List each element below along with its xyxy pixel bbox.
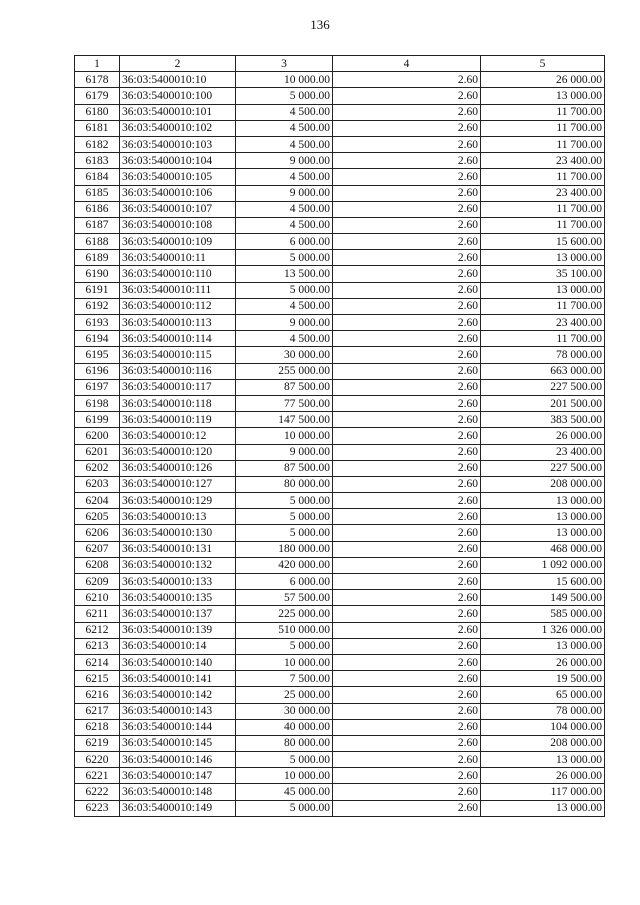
amount-cell: 13 000.00 bbox=[481, 493, 605, 509]
value-cell: 4 500.00 bbox=[236, 298, 333, 314]
cadastral-number-cell: 36:03:5400010:107 bbox=[120, 201, 236, 217]
rate-cell: 2.60 bbox=[333, 541, 481, 557]
cadastral-number-cell: 36:03:5400010:100 bbox=[120, 88, 236, 104]
value-cell: 4 500.00 bbox=[236, 331, 333, 347]
rate-cell: 2.60 bbox=[333, 120, 481, 136]
rate-cell: 2.60 bbox=[333, 153, 481, 169]
table-row bbox=[75, 784, 605, 800]
row-number-cell: 6180 bbox=[75, 104, 120, 120]
value-cell: 30 000.00 bbox=[236, 347, 333, 363]
amount-cell: 26 000.00 bbox=[481, 768, 605, 784]
rate-cell: 2.60 bbox=[333, 460, 481, 476]
rate-cell: 2.60 bbox=[333, 654, 481, 670]
row-number-cell: 6183 bbox=[75, 153, 120, 169]
row-number-cell: 6207 bbox=[75, 541, 120, 557]
value-cell: 4 500.00 bbox=[236, 136, 333, 152]
value-cell: 5 000.00 bbox=[236, 282, 333, 298]
cadastral-number-cell: 36:03:5400010:108 bbox=[120, 217, 236, 233]
row-number-cell: 6185 bbox=[75, 185, 120, 201]
table-row bbox=[75, 444, 605, 460]
value-cell: 4 500.00 bbox=[236, 120, 333, 136]
value-cell: 9 000.00 bbox=[236, 153, 333, 169]
row-number-cell: 6220 bbox=[75, 752, 120, 768]
cadastral-number-cell: 36:03:5400010:109 bbox=[120, 234, 236, 250]
value-cell: 45 000.00 bbox=[236, 784, 333, 800]
amount-cell: 35 100.00 bbox=[481, 266, 605, 282]
value-cell: 4 500.00 bbox=[236, 217, 333, 233]
table-row bbox=[75, 525, 605, 541]
amount-cell: 1 326 000.00 bbox=[481, 622, 605, 638]
table-row bbox=[75, 622, 605, 638]
value-cell: 4 500.00 bbox=[236, 104, 333, 120]
amount-cell: 468 000.00 bbox=[481, 541, 605, 557]
value-cell: 420 000.00 bbox=[236, 557, 333, 573]
row-number-cell: 6190 bbox=[75, 266, 120, 282]
amount-cell: 13 000.00 bbox=[481, 88, 605, 104]
cadastral-number-cell: 36:03:5400010:140 bbox=[120, 654, 236, 670]
cadastral-number-cell: 36:03:5400010:132 bbox=[120, 557, 236, 573]
row-number-cell: 6203 bbox=[75, 476, 120, 492]
table-row bbox=[75, 331, 605, 347]
amount-cell: 15 600.00 bbox=[481, 574, 605, 590]
value-cell: 80 000.00 bbox=[236, 735, 333, 751]
row-number-cell: 6189 bbox=[75, 250, 120, 266]
amount-cell: 13 000.00 bbox=[481, 752, 605, 768]
cadastral-number-cell: 36:03:5400010:119 bbox=[120, 412, 236, 428]
column-header-1: 1 bbox=[75, 56, 120, 72]
header-row bbox=[75, 56, 605, 72]
rate-cell: 2.60 bbox=[333, 185, 481, 201]
table-row bbox=[75, 671, 605, 687]
row-number-cell: 6199 bbox=[75, 412, 120, 428]
rate-cell: 2.60 bbox=[333, 428, 481, 444]
value-cell: 10 000.00 bbox=[236, 768, 333, 784]
table-row bbox=[75, 120, 605, 136]
value-cell: 13 500.00 bbox=[236, 266, 333, 282]
table-row bbox=[75, 735, 605, 751]
row-number-cell: 6187 bbox=[75, 217, 120, 233]
row-number-cell: 6223 bbox=[75, 800, 120, 816]
cadastral-number-cell: 36:03:5400010:110 bbox=[120, 266, 236, 282]
row-number-cell: 6182 bbox=[75, 136, 120, 152]
cadastral-number-cell: 36:03:5400010:10 bbox=[120, 72, 236, 88]
cadastral-number-cell: 36:03:5400010:135 bbox=[120, 590, 236, 606]
row-number-cell: 6191 bbox=[75, 282, 120, 298]
table-row bbox=[75, 72, 605, 88]
table-row bbox=[75, 752, 605, 768]
table-row bbox=[75, 703, 605, 719]
amount-cell: 663 000.00 bbox=[481, 363, 605, 379]
rate-cell: 2.60 bbox=[333, 72, 481, 88]
row-number-cell: 6205 bbox=[75, 509, 120, 525]
rate-cell: 2.60 bbox=[333, 509, 481, 525]
rate-cell: 2.60 bbox=[333, 719, 481, 735]
amount-cell: 19 500.00 bbox=[481, 671, 605, 687]
cadastral-number-cell: 36:03:5400010:105 bbox=[120, 169, 236, 185]
cadastral-number-cell: 36:03:5400010:146 bbox=[120, 752, 236, 768]
rate-cell: 2.60 bbox=[333, 590, 481, 606]
rate-cell: 2.60 bbox=[333, 347, 481, 363]
value-cell: 87 500.00 bbox=[236, 460, 333, 476]
table-row bbox=[75, 768, 605, 784]
row-number-cell: 6188 bbox=[75, 234, 120, 250]
cadastral-number-cell: 36:03:5400010:148 bbox=[120, 784, 236, 800]
amount-cell: 1 092 000.00 bbox=[481, 557, 605, 573]
value-cell: 5 000.00 bbox=[236, 509, 333, 525]
value-cell: 9 000.00 bbox=[236, 444, 333, 460]
table-row bbox=[75, 574, 605, 590]
amount-cell: 26 000.00 bbox=[481, 72, 605, 88]
rate-cell: 2.60 bbox=[333, 476, 481, 492]
amount-cell: 11 700.00 bbox=[481, 120, 605, 136]
value-cell: 5 000.00 bbox=[236, 493, 333, 509]
cadastral-number-cell: 36:03:5400010:117 bbox=[120, 379, 236, 395]
amount-cell: 117 000.00 bbox=[481, 784, 605, 800]
value-cell: 5 000.00 bbox=[236, 752, 333, 768]
rate-cell: 2.60 bbox=[333, 525, 481, 541]
rate-cell: 2.60 bbox=[333, 606, 481, 622]
cadastral-number-cell: 36:03:5400010:141 bbox=[120, 671, 236, 687]
row-number-cell: 6212 bbox=[75, 622, 120, 638]
cadastral-number-cell: 36:03:5400010:133 bbox=[120, 574, 236, 590]
rate-cell: 2.60 bbox=[333, 331, 481, 347]
cadastral-number-cell: 36:03:5400010:129 bbox=[120, 493, 236, 509]
amount-cell: 201 500.00 bbox=[481, 395, 605, 411]
cadastral-number-cell: 36:03:5400010:112 bbox=[120, 298, 236, 314]
amount-cell: 78 000.00 bbox=[481, 347, 605, 363]
table-row bbox=[75, 104, 605, 120]
amount-cell: 26 000.00 bbox=[481, 654, 605, 670]
value-cell: 5 000.00 bbox=[236, 250, 333, 266]
rate-cell: 2.60 bbox=[333, 298, 481, 314]
column-header-2: 2 bbox=[120, 56, 236, 72]
table-row bbox=[75, 460, 605, 476]
row-number-cell: 6208 bbox=[75, 557, 120, 573]
table-row bbox=[75, 719, 605, 735]
table-row bbox=[75, 136, 605, 152]
value-cell: 4 500.00 bbox=[236, 201, 333, 217]
amount-cell: 11 700.00 bbox=[481, 217, 605, 233]
row-number-cell: 6202 bbox=[75, 460, 120, 476]
table-row bbox=[75, 654, 605, 670]
amount-cell: 208 000.00 bbox=[481, 476, 605, 492]
rate-cell: 2.60 bbox=[333, 169, 481, 185]
row-number-cell: 6194 bbox=[75, 331, 120, 347]
table-row bbox=[75, 557, 605, 573]
rate-cell: 2.60 bbox=[333, 574, 481, 590]
row-number-cell: 6196 bbox=[75, 363, 120, 379]
value-cell: 10 000.00 bbox=[236, 72, 333, 88]
table-row bbox=[75, 153, 605, 169]
table-row bbox=[75, 428, 605, 444]
amount-cell: 227 500.00 bbox=[481, 460, 605, 476]
rate-cell: 2.60 bbox=[333, 234, 481, 250]
row-number-cell: 6197 bbox=[75, 379, 120, 395]
table-row bbox=[75, 282, 605, 298]
row-number-cell: 6213 bbox=[75, 638, 120, 654]
rate-cell: 2.60 bbox=[333, 557, 481, 573]
table-row bbox=[75, 201, 605, 217]
column-header-5: 5 bbox=[481, 56, 605, 72]
cadastral-number-cell: 36:03:5400010:114 bbox=[120, 331, 236, 347]
amount-cell: 78 000.00 bbox=[481, 703, 605, 719]
cadastral-number-cell: 36:03:5400010:104 bbox=[120, 153, 236, 169]
value-cell: 6 000.00 bbox=[236, 574, 333, 590]
amount-cell: 13 000.00 bbox=[481, 509, 605, 525]
cadastral-number-cell: 36:03:5400010:139 bbox=[120, 622, 236, 638]
amount-cell: 65 000.00 bbox=[481, 687, 605, 703]
rate-cell: 2.60 bbox=[333, 379, 481, 395]
cadastral-number-cell: 36:03:5400010:145 bbox=[120, 735, 236, 751]
cadastral-number-cell: 36:03:5400010:127 bbox=[120, 476, 236, 492]
cadastral-number-cell: 36:03:5400010:131 bbox=[120, 541, 236, 557]
value-cell: 5 000.00 bbox=[236, 800, 333, 816]
rate-cell: 2.60 bbox=[333, 412, 481, 428]
rate-cell: 2.60 bbox=[333, 104, 481, 120]
amount-cell: 11 700.00 bbox=[481, 104, 605, 120]
value-cell: 255 000.00 bbox=[236, 363, 333, 379]
cadastral-number-cell: 36:03:5400010:13 bbox=[120, 509, 236, 525]
row-number-cell: 6210 bbox=[75, 590, 120, 606]
table-row bbox=[75, 250, 605, 266]
rate-cell: 2.60 bbox=[333, 136, 481, 152]
column-header-3: 3 bbox=[236, 56, 333, 72]
amount-cell: 208 000.00 bbox=[481, 735, 605, 751]
value-cell: 10 000.00 bbox=[236, 654, 333, 670]
rate-cell: 2.60 bbox=[333, 395, 481, 411]
amount-cell: 13 000.00 bbox=[481, 638, 605, 654]
amount-cell: 23 400.00 bbox=[481, 315, 605, 331]
table-row bbox=[75, 363, 605, 379]
amount-cell: 383 500.00 bbox=[481, 412, 605, 428]
row-number-cell: 6222 bbox=[75, 784, 120, 800]
row-number-cell: 6204 bbox=[75, 493, 120, 509]
table-row bbox=[75, 509, 605, 525]
value-cell: 87 500.00 bbox=[236, 379, 333, 395]
row-number-cell: 6209 bbox=[75, 574, 120, 590]
cadastral-number-cell: 36:03:5400010:101 bbox=[120, 104, 236, 120]
amount-cell: 227 500.00 bbox=[481, 379, 605, 395]
row-number-cell: 6184 bbox=[75, 169, 120, 185]
value-cell: 180 000.00 bbox=[236, 541, 333, 557]
row-number-cell: 6206 bbox=[75, 525, 120, 541]
cadastral-number-cell: 36:03:5400010:149 bbox=[120, 800, 236, 816]
amount-cell: 149 500.00 bbox=[481, 590, 605, 606]
table-row bbox=[75, 298, 605, 314]
amount-cell: 11 700.00 bbox=[481, 136, 605, 152]
cadastral-number-cell: 36:03:5400010:113 bbox=[120, 315, 236, 331]
row-number-cell: 6216 bbox=[75, 687, 120, 703]
cadastral-number-cell: 36:03:5400010:143 bbox=[120, 703, 236, 719]
value-cell: 80 000.00 bbox=[236, 476, 333, 492]
rate-cell: 2.60 bbox=[333, 444, 481, 460]
amount-cell: 11 700.00 bbox=[481, 201, 605, 217]
rate-cell: 2.60 bbox=[333, 266, 481, 282]
row-number-cell: 6217 bbox=[75, 703, 120, 719]
rate-cell: 2.60 bbox=[333, 735, 481, 751]
value-cell: 7 500.00 bbox=[236, 671, 333, 687]
cadastral-number-cell: 36:03:5400010:147 bbox=[120, 768, 236, 784]
value-cell: 9 000.00 bbox=[236, 185, 333, 201]
table-row bbox=[75, 412, 605, 428]
amount-cell: 13 000.00 bbox=[481, 282, 605, 298]
value-cell: 4 500.00 bbox=[236, 169, 333, 185]
rate-cell: 2.60 bbox=[333, 217, 481, 233]
row-number-cell: 6198 bbox=[75, 395, 120, 411]
rate-cell: 2.60 bbox=[333, 363, 481, 379]
row-number-cell: 6221 bbox=[75, 768, 120, 784]
value-cell: 77 500.00 bbox=[236, 395, 333, 411]
cadastral-number-cell: 36:03:5400010:14 bbox=[120, 638, 236, 654]
amount-cell: 23 400.00 bbox=[481, 185, 605, 201]
table-row bbox=[75, 590, 605, 606]
rate-cell: 2.60 bbox=[333, 768, 481, 784]
table-row bbox=[75, 315, 605, 331]
rate-cell: 2.60 bbox=[333, 784, 481, 800]
rate-cell: 2.60 bbox=[333, 752, 481, 768]
row-number-cell: 6195 bbox=[75, 347, 120, 363]
rate-cell: 2.60 bbox=[333, 88, 481, 104]
table-row bbox=[75, 493, 605, 509]
amount-cell: 585 000.00 bbox=[481, 606, 605, 622]
row-number-cell: 6178 bbox=[75, 72, 120, 88]
value-cell: 5 000.00 bbox=[236, 638, 333, 654]
table-row bbox=[75, 800, 605, 816]
cadastral-number-cell: 36:03:5400010:118 bbox=[120, 395, 236, 411]
table-row bbox=[75, 169, 605, 185]
data-table bbox=[74, 55, 605, 817]
amount-cell: 11 700.00 bbox=[481, 169, 605, 185]
table-row bbox=[75, 234, 605, 250]
row-number-cell: 6201 bbox=[75, 444, 120, 460]
row-number-cell: 6186 bbox=[75, 201, 120, 217]
cadastral-number-cell: 36:03:5400010:11 bbox=[120, 250, 236, 266]
table-row bbox=[75, 379, 605, 395]
row-number-cell: 6181 bbox=[75, 120, 120, 136]
amount-cell: 13 000.00 bbox=[481, 800, 605, 816]
rate-cell: 2.60 bbox=[333, 201, 481, 217]
row-number-cell: 6193 bbox=[75, 315, 120, 331]
rate-cell: 2.60 bbox=[333, 800, 481, 816]
value-cell: 225 000.00 bbox=[236, 606, 333, 622]
cadastral-number-cell: 36:03:5400010:102 bbox=[120, 120, 236, 136]
cadastral-number-cell: 36:03:5400010:142 bbox=[120, 687, 236, 703]
cadastral-number-cell: 36:03:5400010:126 bbox=[120, 460, 236, 476]
value-cell: 30 000.00 bbox=[236, 703, 333, 719]
amount-cell: 11 700.00 bbox=[481, 331, 605, 347]
value-cell: 10 000.00 bbox=[236, 428, 333, 444]
table-row bbox=[75, 395, 605, 411]
rate-cell: 2.60 bbox=[333, 687, 481, 703]
table-row bbox=[75, 217, 605, 233]
rate-cell: 2.60 bbox=[333, 622, 481, 638]
rate-cell: 2.60 bbox=[333, 315, 481, 331]
column-header-4: 4 bbox=[333, 56, 481, 72]
cadastral-number-cell: 36:03:5400010:144 bbox=[120, 719, 236, 735]
value-cell: 5 000.00 bbox=[236, 525, 333, 541]
table-row bbox=[75, 606, 605, 622]
row-number-cell: 6200 bbox=[75, 428, 120, 444]
amount-cell: 15 600.00 bbox=[481, 234, 605, 250]
amount-cell: 23 400.00 bbox=[481, 153, 605, 169]
table-row bbox=[75, 88, 605, 104]
amount-cell: 26 000.00 bbox=[481, 428, 605, 444]
cadastral-number-cell: 36:03:5400010:115 bbox=[120, 347, 236, 363]
row-number-cell: 6179 bbox=[75, 88, 120, 104]
row-number-cell: 6211 bbox=[75, 606, 120, 622]
rate-cell: 2.60 bbox=[333, 703, 481, 719]
table-row bbox=[75, 541, 605, 557]
table-row bbox=[75, 638, 605, 654]
value-cell: 25 000.00 bbox=[236, 687, 333, 703]
row-number-cell: 6215 bbox=[75, 671, 120, 687]
table-row bbox=[75, 687, 605, 703]
amount-cell: 104 000.00 bbox=[481, 719, 605, 735]
amount-cell: 11 700.00 bbox=[481, 298, 605, 314]
rate-cell: 2.60 bbox=[333, 638, 481, 654]
cadastral-number-cell: 36:03:5400010:116 bbox=[120, 363, 236, 379]
row-number-cell: 6218 bbox=[75, 719, 120, 735]
value-cell: 9 000.00 bbox=[236, 315, 333, 331]
row-number-cell: 6219 bbox=[75, 735, 120, 751]
value-cell: 147 500.00 bbox=[236, 412, 333, 428]
page-number: 136 bbox=[310, 17, 330, 32]
rate-cell: 2.60 bbox=[333, 250, 481, 266]
row-number-cell: 6192 bbox=[75, 298, 120, 314]
amount-cell: 13 000.00 bbox=[481, 250, 605, 266]
value-cell: 6 000.00 bbox=[236, 234, 333, 250]
cadastral-number-cell: 36:03:5400010:137 bbox=[120, 606, 236, 622]
table-row bbox=[75, 185, 605, 201]
cadastral-number-cell: 36:03:5400010:120 bbox=[120, 444, 236, 460]
value-cell: 510 000.00 bbox=[236, 622, 333, 638]
table-row bbox=[75, 347, 605, 363]
row-number-cell: 6214 bbox=[75, 654, 120, 670]
table-row bbox=[75, 476, 605, 492]
cadastral-number-cell: 36:03:5400010:130 bbox=[120, 525, 236, 541]
value-cell: 40 000.00 bbox=[236, 719, 333, 735]
amount-cell: 13 000.00 bbox=[481, 525, 605, 541]
value-cell: 5 000.00 bbox=[236, 88, 333, 104]
cadastral-number-cell: 36:03:5400010:111 bbox=[120, 282, 236, 298]
table-body bbox=[75, 72, 605, 817]
cadastral-number-cell: 36:03:5400010:12 bbox=[120, 428, 236, 444]
rate-cell: 2.60 bbox=[333, 282, 481, 298]
cadastral-number-cell: 36:03:5400010:103 bbox=[120, 136, 236, 152]
table-row bbox=[75, 266, 605, 282]
value-cell: 57 500.00 bbox=[236, 590, 333, 606]
cadastral-number-cell: 36:03:5400010:106 bbox=[120, 185, 236, 201]
table-header bbox=[75, 56, 605, 72]
rate-cell: 2.60 bbox=[333, 493, 481, 509]
rate-cell: 2.60 bbox=[333, 671, 481, 687]
amount-cell: 23 400.00 bbox=[481, 444, 605, 460]
